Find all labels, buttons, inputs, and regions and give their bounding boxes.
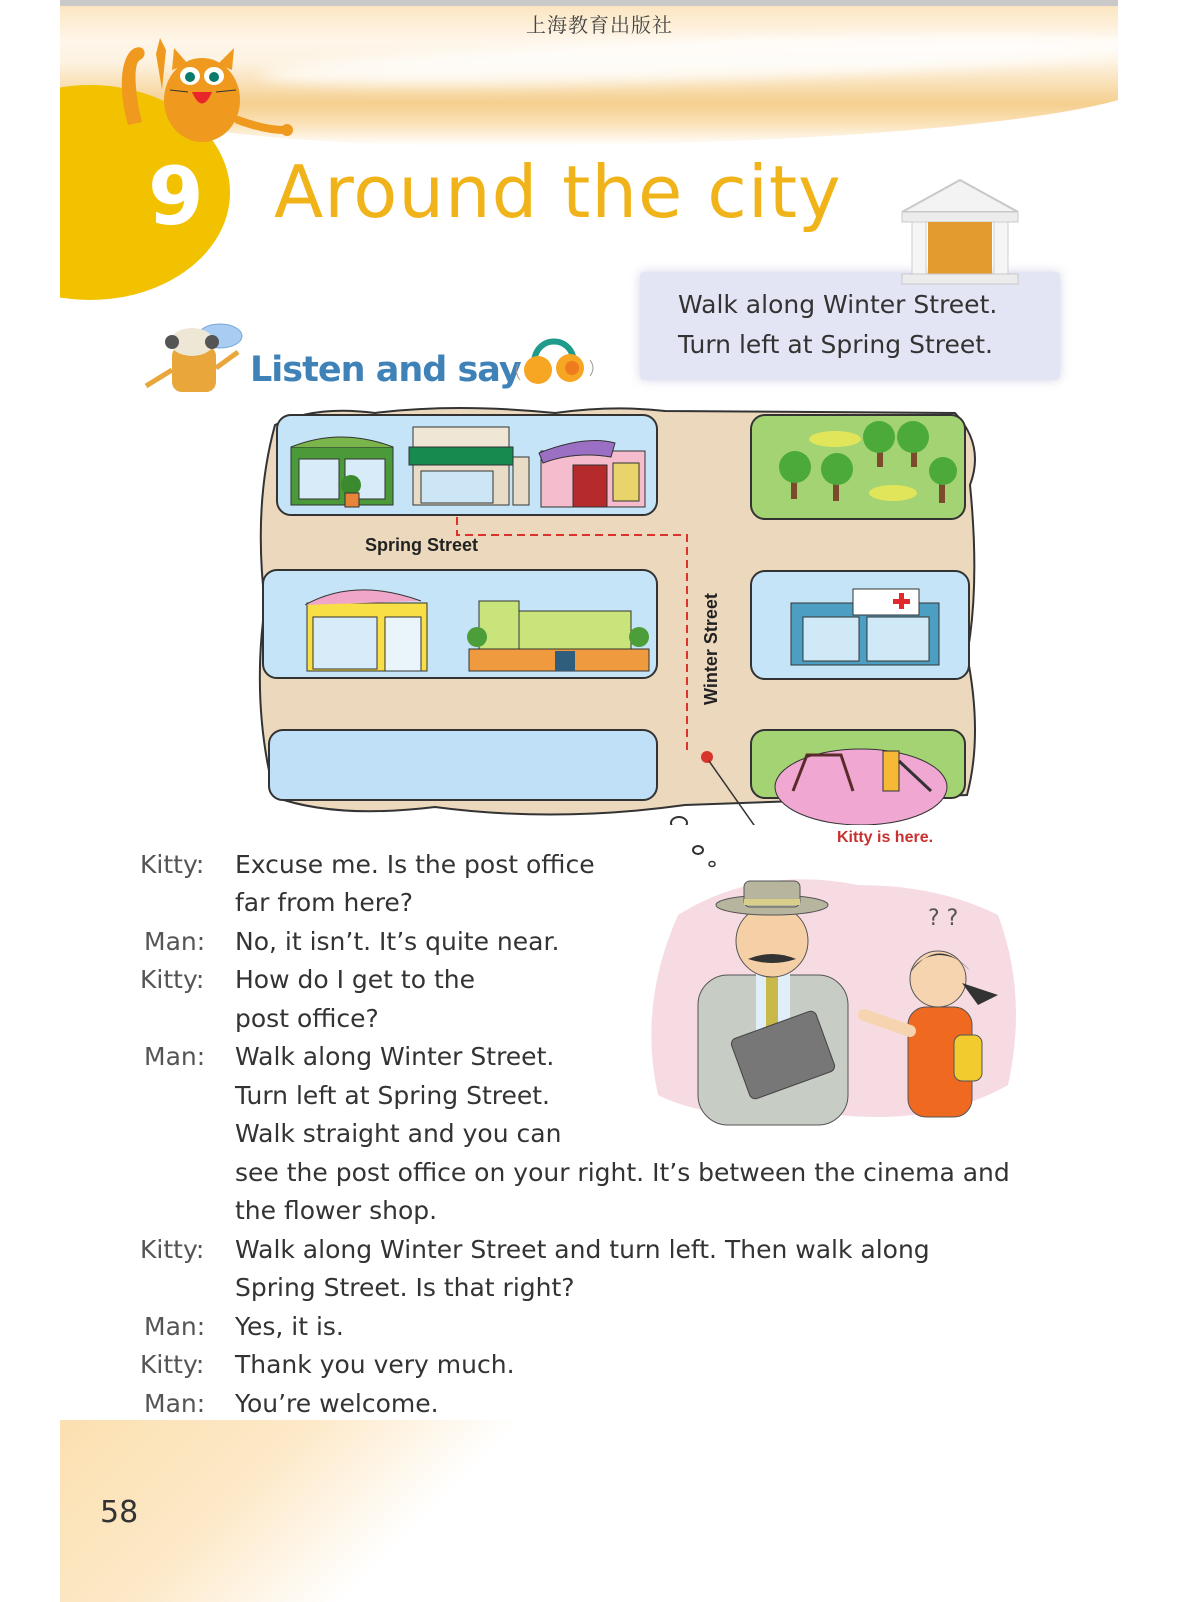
dialogue-line: Spring Street. Is that right? <box>235 1273 575 1302</box>
post-office-temple-icon <box>898 178 1022 288</box>
speaker-label: Kitty: <box>140 850 205 879</box>
dialogue-line: far from here? <box>235 888 414 917</box>
sign-line-1: Walk along Winter Street. <box>678 290 998 319</box>
kitty-location-label: Kitty is here. <box>837 829 934 846</box>
dialogue-line: Walk along Winter Street. <box>235 1042 555 1071</box>
flower-shop-building <box>291 437 393 507</box>
dialogue-line: Turn left at Spring Street. <box>235 1081 550 1110</box>
speaker-label: Man: <box>144 1389 206 1418</box>
dialogue-line: post office? <box>235 1004 379 1033</box>
speaker-label: Man: <box>144 927 206 956</box>
man-and-kitty-illustration <box>638 855 1028 1135</box>
winter-street-label: Winter Street <box>701 593 721 705</box>
dialogue-line: Walk straight and you can <box>235 1119 562 1148</box>
speaker-label: Man: <box>144 1042 206 1071</box>
spring-street-label: Spring Street <box>365 535 479 555</box>
svg-text:? ?: ? ? <box>928 906 959 931</box>
cat-with-headset-icon <box>140 318 250 398</box>
top-grey-strip <box>60 0 1118 6</box>
footer-corner-decoration <box>60 1420 660 1602</box>
dialogue-line: Thank you very much. <box>235 1350 515 1379</box>
kitty-location-marker <box>701 751 713 763</box>
dialogue-line: No, it isn’t. It’s quite near. <box>235 927 560 956</box>
direction-sign <box>640 272 1060 380</box>
dialogue-line: How do I get to the <box>235 965 475 994</box>
dialogue-line: see the post office on your right. It’s between the cinema and <box>235 1158 1010 1187</box>
speaker-label: Kitty: <box>140 965 205 994</box>
page-number: 58 <box>100 1495 139 1530</box>
publisher-name: 上海教育出版社 <box>526 13 673 37</box>
section-heading: Listen and say <box>250 350 521 390</box>
unit-number: 9 <box>148 150 204 243</box>
dialogue-line: Walk along Winter Street and turn left. Then walk along <box>235 1235 930 1264</box>
unit-title: Around the city <box>274 150 842 234</box>
sign-line-2: Turn left at Spring Street. <box>678 330 993 359</box>
dialogue-line: You’re welcome. <box>235 1389 439 1418</box>
playground <box>775 749 947 825</box>
city-map <box>255 405 985 825</box>
school-building <box>467 601 649 671</box>
speaker-label: Man: <box>144 1312 206 1341</box>
dialogue-line: Yes, it is. <box>235 1312 344 1341</box>
cat-mascot-icon <box>90 30 300 150</box>
cinema-building <box>539 441 645 507</box>
headphones-icon <box>508 330 600 390</box>
dialogue-line: Excuse me. Is the post office <box>235 850 595 879</box>
speaker-label: Kitty: <box>140 1235 205 1264</box>
block-bottom-left <box>269 730 657 800</box>
textbook-page <box>60 0 1118 1602</box>
dialogue-line: the flower shop. <box>235 1196 438 1225</box>
speaker-label: Kitty: <box>140 1350 205 1379</box>
